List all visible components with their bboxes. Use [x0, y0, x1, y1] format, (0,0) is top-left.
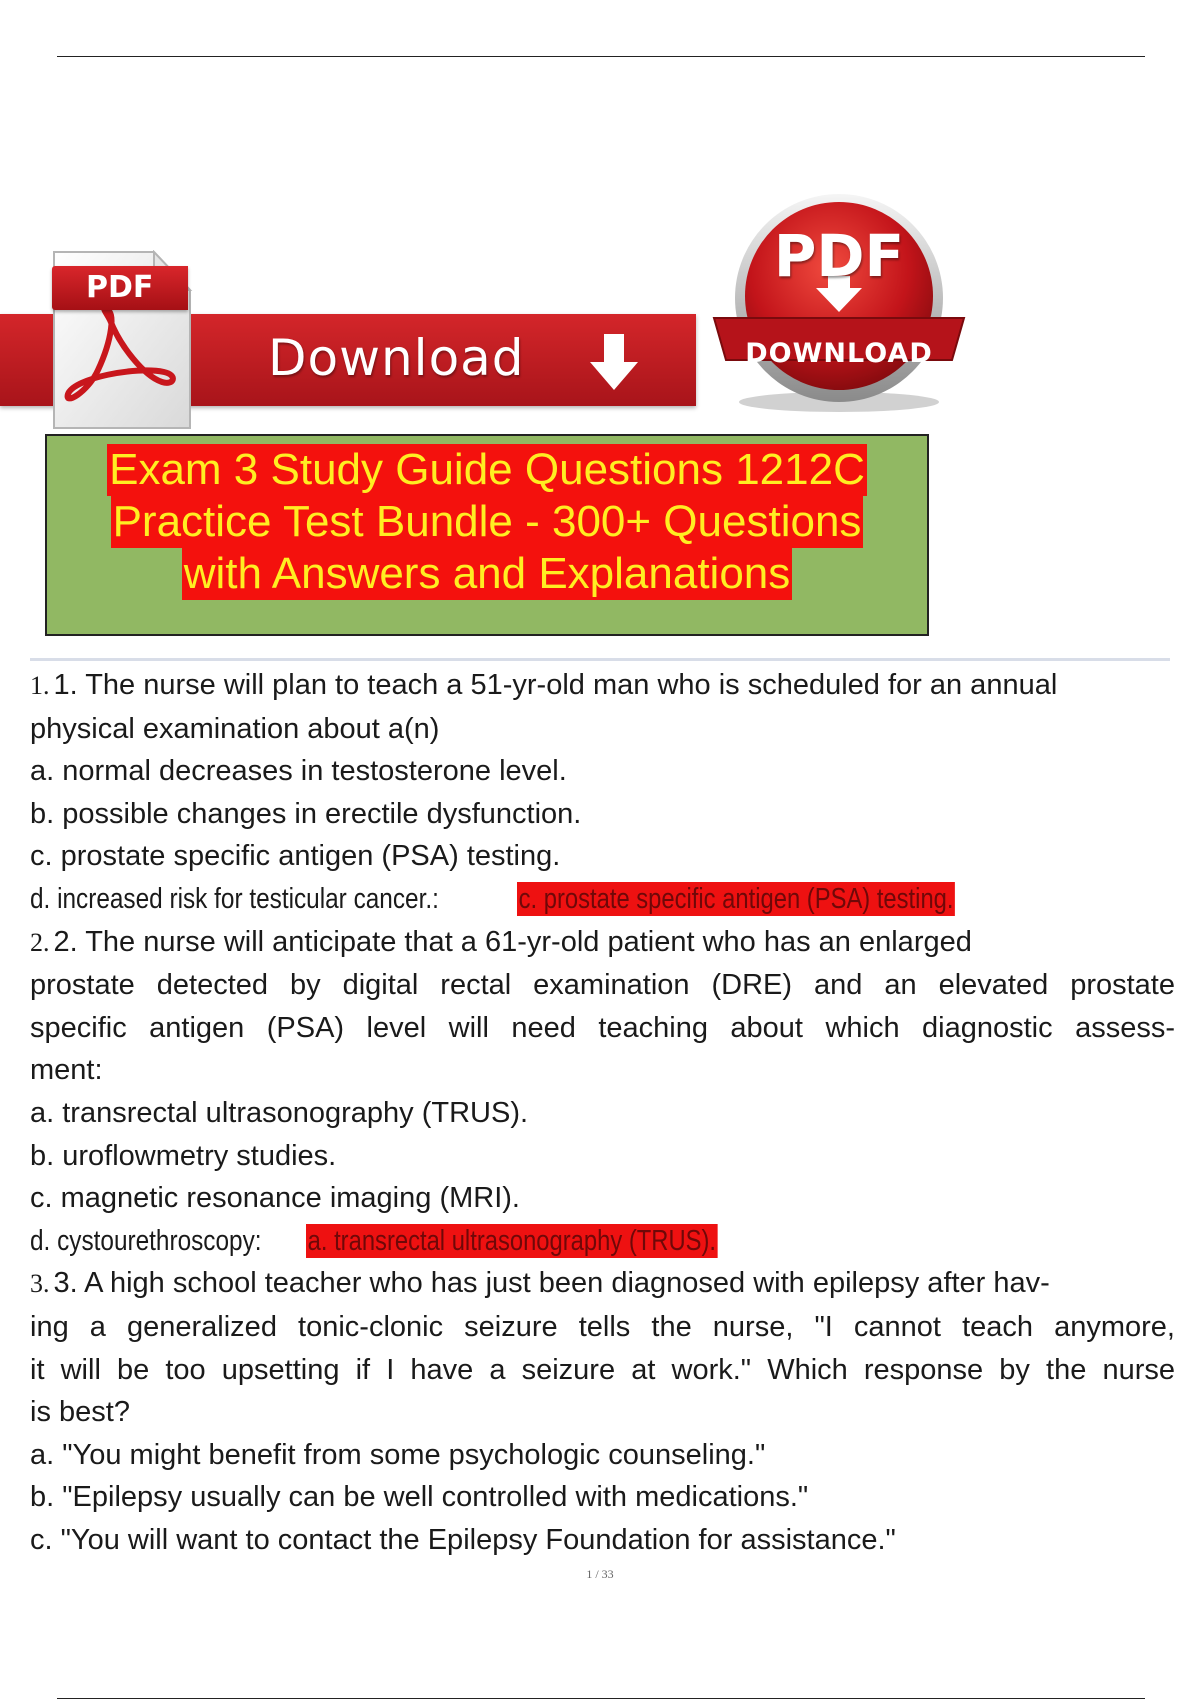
section-divider	[30, 658, 1170, 661]
question-3-option-c: c. "You will want to contact the Epilepsy Foundation for assistance."	[30, 1523, 896, 1556]
download-label: Download	[268, 329, 525, 387]
question-1-stem-line-1: 1. 1. The nurse will plan to teach a 51-yr-old man who is scheduled for an annual	[30, 669, 1058, 701]
question-1-option-d: d. increased risk for testicular cancer.:	[30, 882, 439, 915]
question-2-stem-line-4: ment:	[30, 1054, 103, 1087]
question-2-stem-line-3: specific antigen (PSA) level will need teaching about which diagnostic assess-	[30, 1011, 1175, 1044]
title-line-2: Practice Test Bundle - 300+ Questions	[112, 497, 862, 546]
question-3-stem-line-3: it will be too upsetting if I have a seizure at work." Which response by the nurse	[30, 1353, 1175, 1386]
title-line-3: with Answers and Explanations	[183, 549, 791, 598]
question-2-stem-line-1: 2. 2. The nurse will anticipate that a 61-yr-old patient who has an enlarged	[30, 925, 972, 958]
question-2-option-b: b. uroflowmetry studies.	[30, 1139, 337, 1172]
question-list	[30, 664, 1175, 1561]
question-2-option-a: a. transrectal ultrasonography (TRUS).	[30, 1096, 529, 1129]
badge-download-label: DOWNLOAD	[745, 338, 933, 369]
question-3-option-a: a. "You might benefit from some psychologic counseling."	[30, 1438, 766, 1471]
title-line-1: Exam 3 Study Guide Questions 1212C	[109, 445, 865, 494]
question-3-stem-line-4: is best?	[30, 1396, 130, 1429]
question-1-answer: c. prostate specific antigen (PSA) testing.	[518, 882, 954, 915]
bottom-rule	[57, 1698, 1145, 1699]
document-title	[47, 444, 927, 600]
badge-pdf-label: PDF	[773, 222, 905, 290]
pdf-file-icon	[46, 250, 196, 430]
question-3-index: 3.	[30, 1269, 50, 1299]
question-2-option-c: c. magnetic resonance imaging (MRI).	[30, 1182, 520, 1215]
question-1-stem-line-2: physical examination about a(n)	[30, 712, 440, 745]
question-1-option-d-row	[30, 878, 1175, 921]
question-1-option-a: a. normal decreases in testosterone level.	[30, 755, 567, 788]
pdf-download-badge[interactable]	[704, 190, 974, 420]
question-1-index: 1.	[30, 671, 50, 700]
question-2-option-d-row	[30, 1220, 1175, 1263]
page-number: 1 / 33	[586, 1567, 614, 1581]
question-1-option-c: c. prostate specific antigen (PSA) testing.	[30, 840, 561, 873]
question-1-option-b: b. possible changes in erectile dysfunction.	[30, 797, 582, 830]
question-2-option-d: d. cystourethroscopy:	[30, 1224, 262, 1257]
title-box	[45, 434, 929, 636]
pdf-label: PDF	[52, 266, 188, 310]
question-2-stem-line-2: prostate detected by digital rectal examination (DRE) and an elevated prostate	[30, 969, 1175, 1002]
question-3-stem-line-2: ing a generalized tonic-clonic seizure tells the nurse, "I cannot teach anymore,	[30, 1310, 1175, 1343]
question-2-answer: a. transrectal ultrasonography (TRUS).	[307, 1224, 716, 1257]
download-arrow-icon	[588, 332, 640, 392]
top-rule	[57, 56, 1145, 57]
download-banner[interactable]	[0, 240, 700, 430]
question-3-stem-line-1: 3. 3. A high school teacher who has just been diagnosed with epilepsy after hav-	[30, 1267, 1050, 1300]
question-3-option-b: b. "Epilepsy usually can be well controlled with medications."	[30, 1481, 809, 1514]
question-2-index: 2.	[30, 927, 50, 957]
